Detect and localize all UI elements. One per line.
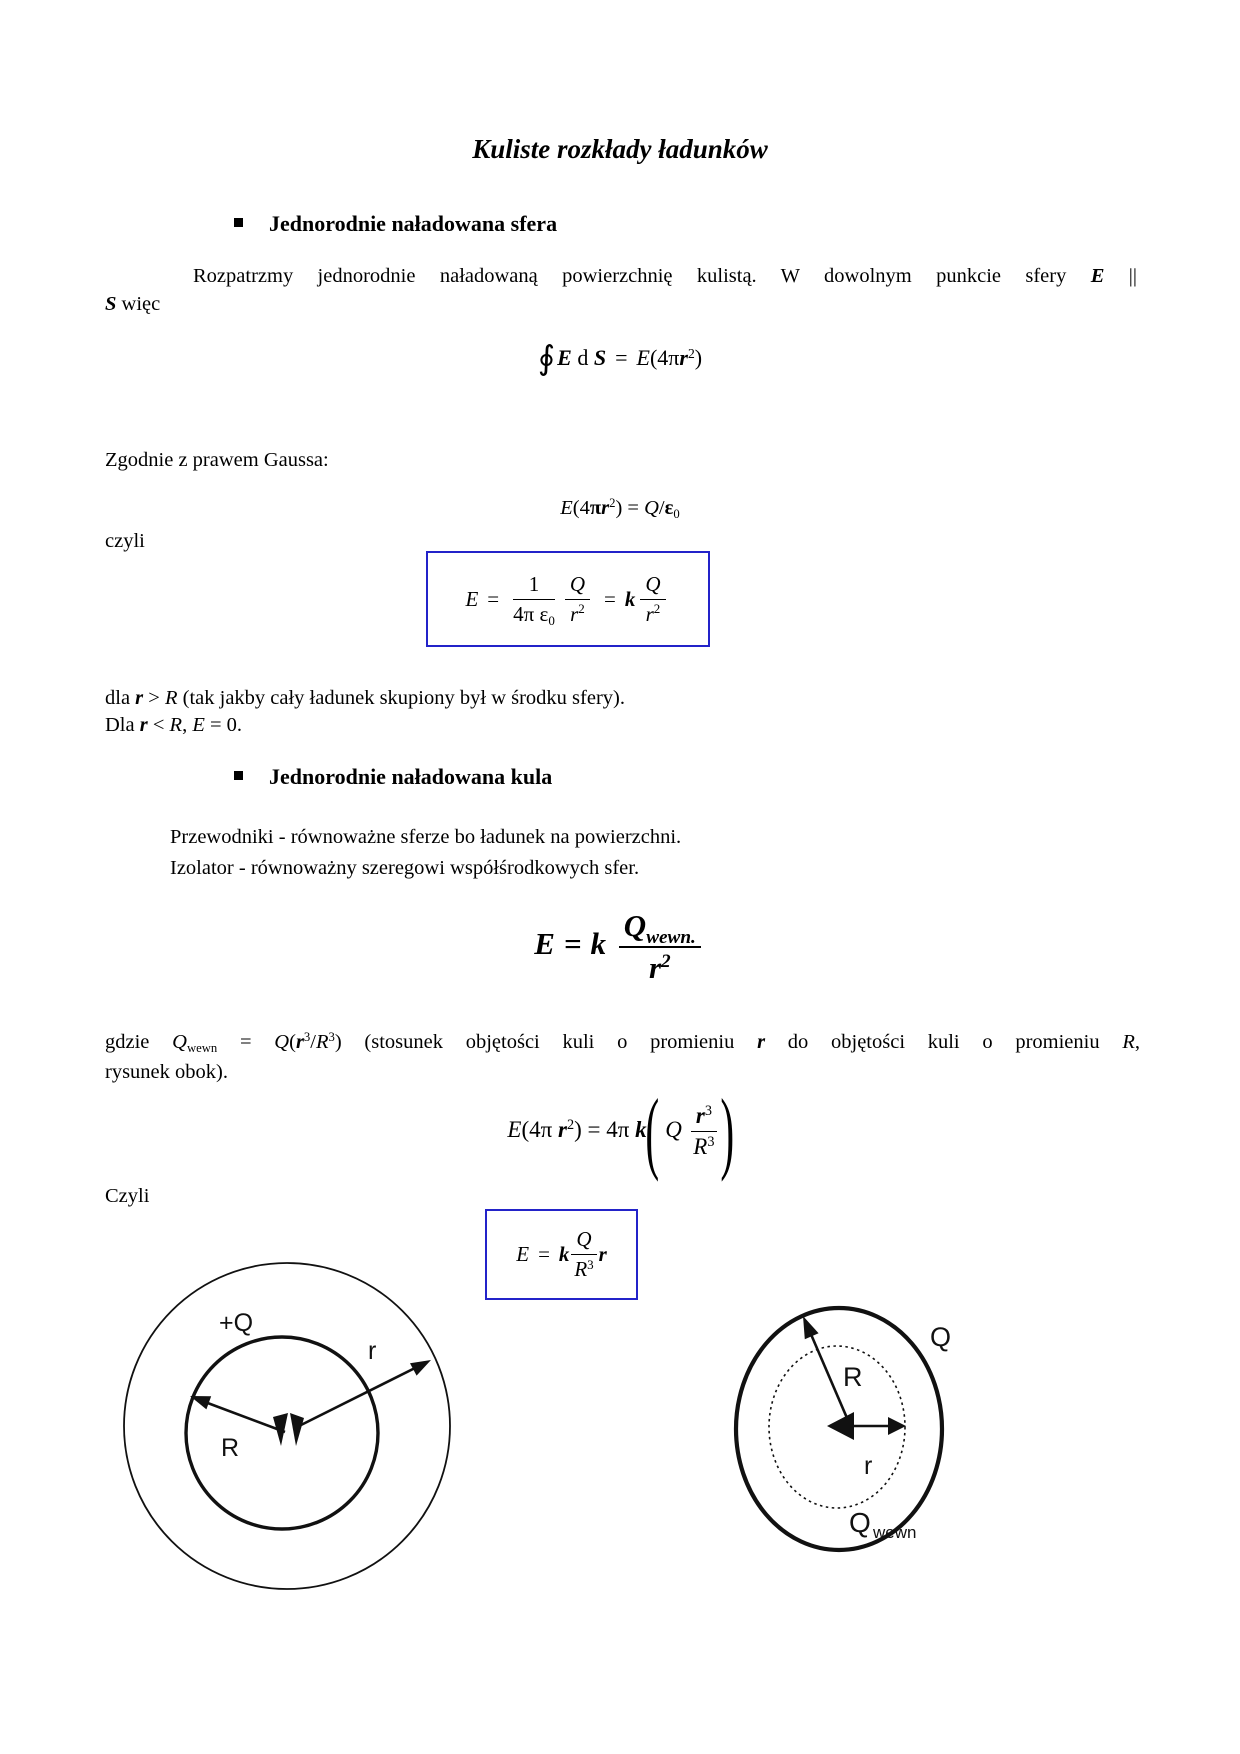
label-r: r <box>864 1452 873 1480</box>
dla2-lt: < <box>147 714 170 736</box>
figure-ball-diagram <box>730 1300 980 1562</box>
box2-k: k <box>558 1242 570 1266</box>
fraction-Qwewn-over-r2 <box>619 908 701 986</box>
figure-sphere-diagram <box>115 1256 460 1601</box>
dla2-b: , <box>182 714 193 736</box>
heading-kula-label: Jednorodnie naładowana kula <box>269 764 553 789</box>
label-R: R <box>843 1362 863 1392</box>
eq1-sup2: 2 <box>687 345 695 361</box>
gdzie-line1 <box>105 1028 1140 1058</box>
big-open-paren: ( <box>645 1080 659 1182</box>
eq1-close: ) <box>694 345 703 371</box>
box1-den3-main: r <box>645 601 654 626</box>
box2-den-R: R <box>574 1257 588 1281</box>
equation-E-k-Qwewn <box>0 908 1240 986</box>
gdzie-e: ) (stosunek objętości kuli o promieniu <box>334 1031 758 1053</box>
eq2-close: ) <box>615 497 628 519</box>
eq4-num-r: r <box>695 1103 705 1129</box>
eq2-slash: / <box>658 497 665 519</box>
eq2-Q: Q <box>644 497 659 519</box>
eq1-S: S <box>593 345 607 371</box>
label-Q: Q <box>930 1322 952 1352</box>
eq2-sup2: 2 <box>609 496 616 511</box>
gdzie-g: , <box>1134 1031 1140 1053</box>
eq3-equals: = <box>563 926 582 962</box>
gdzie-r: r <box>295 1031 304 1053</box>
intro-E: E <box>1090 265 1105 287</box>
box1-k: k <box>624 586 636 611</box>
eq4-coef: 4π <box>606 1117 636 1143</box>
box2-den-sup: 3 <box>587 1256 594 1272</box>
box1-E: E <box>465 586 479 611</box>
fraction-coulomb-const <box>513 572 555 627</box>
intro-parallel: || <box>1104 265 1137 287</box>
equation-gauss <box>0 497 1240 520</box>
conductors-line: Przewodniki - równoważne sferze bo ładunek na powierzchni. <box>170 826 682 848</box>
dla1-a: dla <box>105 687 136 709</box>
eq1-equals: = <box>615 345 628 371</box>
eq4-r-sup: 2 <box>566 1117 575 1134</box>
radius-R-arrowhead <box>803 1316 819 1339</box>
dla2-a: Dla <box>105 714 140 736</box>
eq4-num <box>691 1103 717 1132</box>
fraction-Q-over-r2 <box>565 572 590 627</box>
eq1-E: E <box>557 345 572 371</box>
gdzie-line2: rysunek obok). <box>105 1061 228 1083</box>
eq3-r: r <box>648 950 662 985</box>
eq1-open: (4π <box>649 345 680 371</box>
condition-outside <box>105 684 625 712</box>
intro-S: S <box>105 293 117 315</box>
eq3-Q: Q <box>623 908 647 943</box>
eq2-open: (4 <box>572 497 590 519</box>
radius-r-line <box>295 1363 425 1428</box>
eq4-close: ) = <box>574 1117 607 1143</box>
heading-sfera-label: Jednorodnie naładowana sfera <box>269 211 558 236</box>
box1-den1-sub: 0 <box>548 613 555 629</box>
box2-num: Q <box>571 1227 596 1255</box>
gaussian-surface-circle <box>124 1263 450 1589</box>
dla2-c: = 0. <box>204 714 243 736</box>
eq1-r: r <box>679 345 688 371</box>
eq4-r: r <box>558 1117 567 1143</box>
eq3-Q-sub: wewn. <box>646 926 696 948</box>
box2-den <box>571 1255 596 1282</box>
fraction-r3-over-R3 <box>691 1103 717 1160</box>
paragraph-intro <box>105 262 1137 318</box>
fraction-Q-over-r2-b <box>640 572 665 627</box>
label-small-r: r <box>368 1337 377 1365</box>
fraction-Q-over-R3 <box>571 1227 596 1282</box>
box1-equals2: = <box>604 586 616 611</box>
dla2-R: R <box>169 714 183 736</box>
bullet-square-icon-2 <box>234 771 243 780</box>
radius-r-arrowhead <box>888 1417 906 1435</box>
gdzie-slash: / <box>310 1031 316 1053</box>
label-big-R: R <box>221 1434 240 1462</box>
eq4-Q: Q <box>665 1117 682 1143</box>
gdzie-R2: R <box>1122 1031 1135 1053</box>
gdzie-f: do objętości kuli o promieniu <box>765 1031 1123 1053</box>
page-title: Kuliste rozkłady ładunków <box>472 134 768 164</box>
dla1-b: (tak jakby cały ładunek skupiony był w środku sfery). <box>177 687 625 709</box>
gdzie-r-sup: 3 <box>303 1030 311 1045</box>
intro-text-b: więc <box>116 293 161 315</box>
eq3-r-sup: 2 <box>661 951 671 973</box>
dla1-r: r <box>135 687 144 709</box>
box2-r: r <box>598 1242 607 1266</box>
gdzie-Q: Q <box>172 1031 187 1053</box>
big-close-paren: ) <box>720 1080 735 1182</box>
czyli-text: czyli <box>105 530 145 552</box>
eq4-den-R: R <box>693 1134 708 1160</box>
eq4-num-sup: 3 <box>704 1103 712 1120</box>
eq3-k: k <box>590 926 607 962</box>
label-plus-Q: +Q <box>219 1309 254 1337</box>
center-arrow-tail-right <box>290 1413 304 1446</box>
gdzie-Q-sub: wewn <box>186 1041 218 1056</box>
gdzie-R-sup: 3 <box>328 1030 335 1045</box>
eq1-E2: E <box>636 345 650 371</box>
dla1-gt: > <box>143 687 165 709</box>
intro-line2 <box>105 290 1137 318</box>
box1-den3-sup: 2 <box>653 601 661 617</box>
eq4-open: (4π <box>521 1117 558 1143</box>
dla1-R: R <box>164 687 178 709</box>
boxed-equation-ball-field <box>485 1209 638 1300</box>
eq4-den-sup: 3 <box>707 1134 715 1151</box>
box1-den2-sup: 2 <box>578 601 585 617</box>
heading-sfera <box>234 211 557 237</box>
dla2-E: E <box>192 714 205 736</box>
eq4-den <box>691 1132 717 1160</box>
box1-equals: = <box>487 586 500 611</box>
dla2-r: r <box>139 714 148 736</box>
eq3-den <box>619 948 701 986</box>
box1-den2 <box>565 600 590 627</box>
eq2-E: E <box>560 497 573 519</box>
eq2-r: r <box>601 497 610 519</box>
eq2-pi: π <box>589 497 602 519</box>
box1-den1-main: 4π ε <box>513 601 549 626</box>
heading-kula <box>234 764 552 790</box>
gdzie-Q2: Q <box>274 1031 290 1053</box>
label-Qwewn-sub: wewn <box>873 1523 917 1542</box>
eq2-equals: = <box>627 497 645 519</box>
gdzie-c: ( <box>289 1031 296 1053</box>
eq4-k: k <box>635 1117 647 1143</box>
bullet-square-icon <box>234 218 243 227</box>
box1-den3 <box>640 600 665 627</box>
eq2-epsilon: ε <box>664 497 674 519</box>
intro-line1 <box>105 262 1137 290</box>
equation-E4pir2 <box>0 1080 1240 1182</box>
box1-num2: Q <box>565 572 590 600</box>
box1-num3: Q <box>640 572 665 600</box>
condition-inside <box>105 711 242 739</box>
eq4-E: E <box>507 1117 522 1143</box>
center-arrowhead <box>827 1412 854 1440</box>
czyli2-text: Czyli <box>105 1185 150 1207</box>
equation-flux-integral <box>0 338 1240 378</box>
box2-E: E <box>516 1242 530 1266</box>
contour-integral-icon: ∮ <box>537 341 556 377</box>
insulator-line: Izolator - równoważny szeregowi współśrodkowych sfer. <box>170 857 640 879</box>
gdzie-a: gdzie <box>105 1031 173 1053</box>
box2-equals: = <box>538 1242 550 1266</box>
label-Qwewn: Q <box>849 1507 871 1538</box>
gdzie-b: = <box>217 1031 275 1053</box>
box1-den2-main: r <box>570 601 579 626</box>
gdzie-r2: r <box>757 1031 766 1053</box>
gauss-law-text: Zgodnie z prawem Gaussa: <box>105 449 329 471</box>
box1-num1: 1 <box>513 572 555 600</box>
radius-R-arrowhead <box>190 1396 211 1409</box>
eq3-num <box>619 908 701 948</box>
radius-r-arrowhead <box>410 1360 431 1376</box>
intro-text-a: Rozpatrzmy jednorodnie naładowaną powierzchnię kulistą. W dowolnym punkcie sfery <box>193 265 1091 287</box>
eq1-d: d <box>571 345 594 371</box>
eq3-E: E <box>534 926 555 962</box>
boxed-equation-sphere-field <box>426 551 710 647</box>
eq2-sub0: 0 <box>673 507 680 522</box>
gdzie-R: R <box>315 1031 329 1053</box>
radius-R-line <box>197 1399 285 1432</box>
box1-den1 <box>513 600 555 627</box>
